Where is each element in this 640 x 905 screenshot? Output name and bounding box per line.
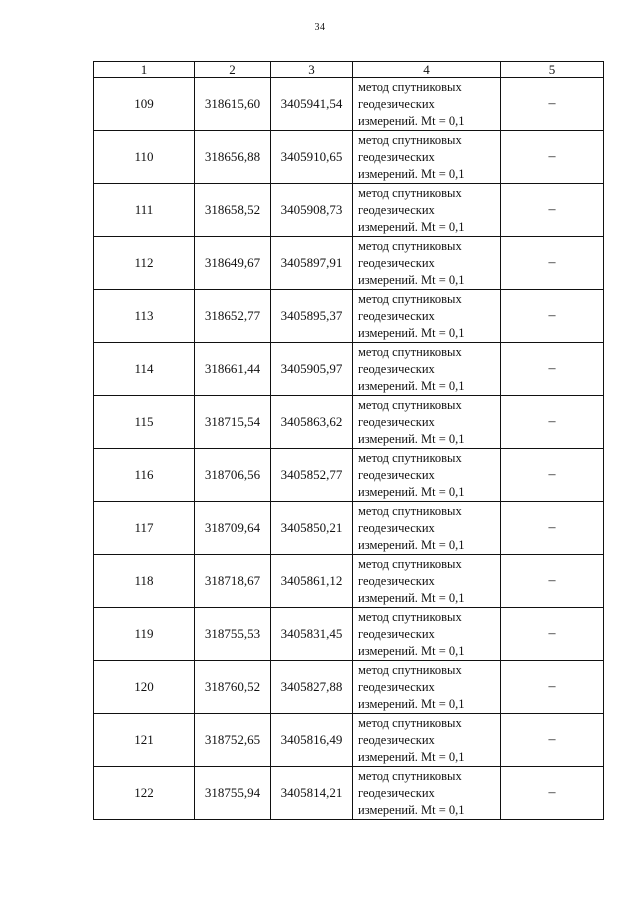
table-header [94, 62, 604, 78]
method-cell [353, 661, 501, 714]
method-line: измерений. Mt = 0,1 [358, 590, 465, 605]
point-number-cell: 114 [94, 343, 195, 396]
table-row [94, 237, 604, 290]
page-number: 34 [314, 22, 326, 33]
x-coordinate-cell: 318656,88 [195, 131, 271, 184]
column-header-2: 2 [195, 62, 271, 78]
method-line: геодезических [358, 785, 435, 800]
point-number-cell: 111 [94, 184, 195, 237]
y-coordinate-cell: 3405908,73 [271, 184, 353, 237]
table-row [94, 555, 604, 608]
method-cell [353, 502, 501, 555]
description-cell: – [501, 78, 604, 131]
method-cell [353, 396, 501, 449]
x-coordinate-cell: 318661,44 [195, 343, 271, 396]
description-cell: – [501, 396, 604, 449]
description-cell: – [501, 502, 604, 555]
y-coordinate-cell: 3405831,45 [271, 608, 353, 661]
method-line: метод спутниковых [358, 556, 462, 571]
description-cell: – [501, 767, 604, 820]
point-number-cell: 113 [94, 290, 195, 343]
point-number-cell: 112 [94, 237, 195, 290]
method-line: измерений. Mt = 0,1 [358, 166, 465, 181]
method-line: измерений. Mt = 0,1 [358, 325, 465, 340]
method-cell [353, 343, 501, 396]
method-line: метод спутниковых [358, 715, 462, 730]
table-row [94, 449, 604, 502]
method-line: метод спутниковых [358, 609, 462, 624]
table-row [94, 767, 604, 820]
method-line: геодезических [358, 96, 435, 111]
method-line: метод спутниковых [358, 662, 462, 677]
method-line: метод спутниковых [358, 185, 462, 200]
method-cell [353, 449, 501, 502]
method-line: геодезических [358, 467, 435, 482]
method-cell [353, 767, 501, 820]
method-line: метод спутниковых [358, 132, 462, 147]
method-line: геодезических [358, 255, 435, 270]
point-number-cell: 110 [94, 131, 195, 184]
method-line: геодезических [358, 149, 435, 164]
header-row [94, 62, 604, 78]
column-header-5: 5 [501, 62, 604, 78]
method-line: геодезических [358, 679, 435, 694]
coordinates-table [93, 61, 604, 820]
point-number-cell: 120 [94, 661, 195, 714]
method-line: геодезических [358, 361, 435, 376]
y-coordinate-cell: 3405816,49 [271, 714, 353, 767]
method-cell [353, 78, 501, 131]
method-line: измерений. Mt = 0,1 [358, 696, 465, 711]
method-line: геодезических [358, 414, 435, 429]
method-cell [353, 608, 501, 661]
method-line: геодезических [358, 308, 435, 323]
column-header-4: 4 [353, 62, 501, 78]
description-cell: – [501, 449, 604, 502]
table-row [94, 131, 604, 184]
method-line: геодезических [358, 202, 435, 217]
table-row [94, 184, 604, 237]
point-number-cell: 119 [94, 608, 195, 661]
method-line: измерений. Mt = 0,1 [358, 537, 465, 552]
x-coordinate-cell: 318615,60 [195, 78, 271, 131]
method-line: метод спутниковых [358, 238, 462, 253]
method-line: измерений. Mt = 0,1 [358, 643, 465, 658]
method-line: метод спутниковых [358, 397, 462, 412]
table-row [94, 290, 604, 343]
table-row [94, 502, 604, 555]
method-line: метод спутниковых [358, 450, 462, 465]
point-number-cell: 122 [94, 767, 195, 820]
method-line: измерений. Mt = 0,1 [358, 749, 465, 764]
table-row [94, 661, 604, 714]
y-coordinate-cell: 3405895,37 [271, 290, 353, 343]
description-cell: – [501, 343, 604, 396]
point-number-cell: 118 [94, 555, 195, 608]
method-line: метод спутниковых [358, 768, 462, 783]
description-cell: – [501, 237, 604, 290]
description-cell: – [501, 555, 604, 608]
y-coordinate-cell: 3405863,62 [271, 396, 353, 449]
method-line: геодезических [358, 626, 435, 641]
x-coordinate-cell: 318706,56 [195, 449, 271, 502]
y-coordinate-cell: 3405827,88 [271, 661, 353, 714]
method-line: метод спутниковых [358, 291, 462, 306]
method-line: измерений. Mt = 0,1 [358, 219, 465, 234]
x-coordinate-cell: 318649,67 [195, 237, 271, 290]
y-coordinate-cell: 3405814,21 [271, 767, 353, 820]
table-row [94, 396, 604, 449]
method-cell [353, 290, 501, 343]
method-line: измерений. Mt = 0,1 [358, 802, 465, 817]
description-cell: – [501, 661, 604, 714]
table-body [94, 78, 604, 820]
method-cell [353, 184, 501, 237]
y-coordinate-cell: 3405905,97 [271, 343, 353, 396]
method-line: метод спутниковых [358, 79, 462, 94]
y-coordinate-cell: 3405861,12 [271, 555, 353, 608]
method-line: измерений. Mt = 0,1 [358, 113, 465, 128]
description-cell: – [501, 131, 604, 184]
point-number-cell: 109 [94, 78, 195, 131]
method-cell [353, 714, 501, 767]
y-coordinate-cell: 3405910,65 [271, 131, 353, 184]
column-header-1: 1 [94, 62, 195, 78]
method-line: измерений. Mt = 0,1 [358, 272, 465, 287]
y-coordinate-cell: 3405850,21 [271, 502, 353, 555]
method-line: геодезических [358, 573, 435, 588]
description-cell: – [501, 290, 604, 343]
table-row [94, 78, 604, 131]
method-line: измерений. Mt = 0,1 [358, 378, 465, 393]
method-line: измерений. Mt = 0,1 [358, 431, 465, 446]
x-coordinate-cell: 318755,94 [195, 767, 271, 820]
table-row [94, 343, 604, 396]
method-cell [353, 555, 501, 608]
point-number-cell: 117 [94, 502, 195, 555]
table-row [94, 714, 604, 767]
method-line: измерений. Mt = 0,1 [358, 484, 465, 499]
y-coordinate-cell: 3405897,91 [271, 237, 353, 290]
x-coordinate-cell: 318658,52 [195, 184, 271, 237]
method-line: геодезических [358, 520, 435, 535]
description-cell: – [501, 184, 604, 237]
y-coordinate-cell: 3405852,77 [271, 449, 353, 502]
point-number-cell: 115 [94, 396, 195, 449]
x-coordinate-cell: 318755,53 [195, 608, 271, 661]
y-coordinate-cell: 3405941,54 [271, 78, 353, 131]
x-coordinate-cell: 318718,67 [195, 555, 271, 608]
x-coordinate-cell: 318760,52 [195, 661, 271, 714]
method-line: метод спутниковых [358, 503, 462, 518]
x-coordinate-cell: 318652,77 [195, 290, 271, 343]
method-cell [353, 237, 501, 290]
point-number-cell: 121 [94, 714, 195, 767]
method-line: геодезических [358, 732, 435, 747]
x-coordinate-cell: 318752,65 [195, 714, 271, 767]
description-cell: – [501, 608, 604, 661]
description-cell: – [501, 714, 604, 767]
method-cell [353, 131, 501, 184]
x-coordinate-cell: 318709,64 [195, 502, 271, 555]
x-coordinate-cell: 318715,54 [195, 396, 271, 449]
column-header-3: 3 [271, 62, 353, 78]
table-row [94, 608, 604, 661]
point-number-cell: 116 [94, 449, 195, 502]
method-line: метод спутниковых [358, 344, 462, 359]
